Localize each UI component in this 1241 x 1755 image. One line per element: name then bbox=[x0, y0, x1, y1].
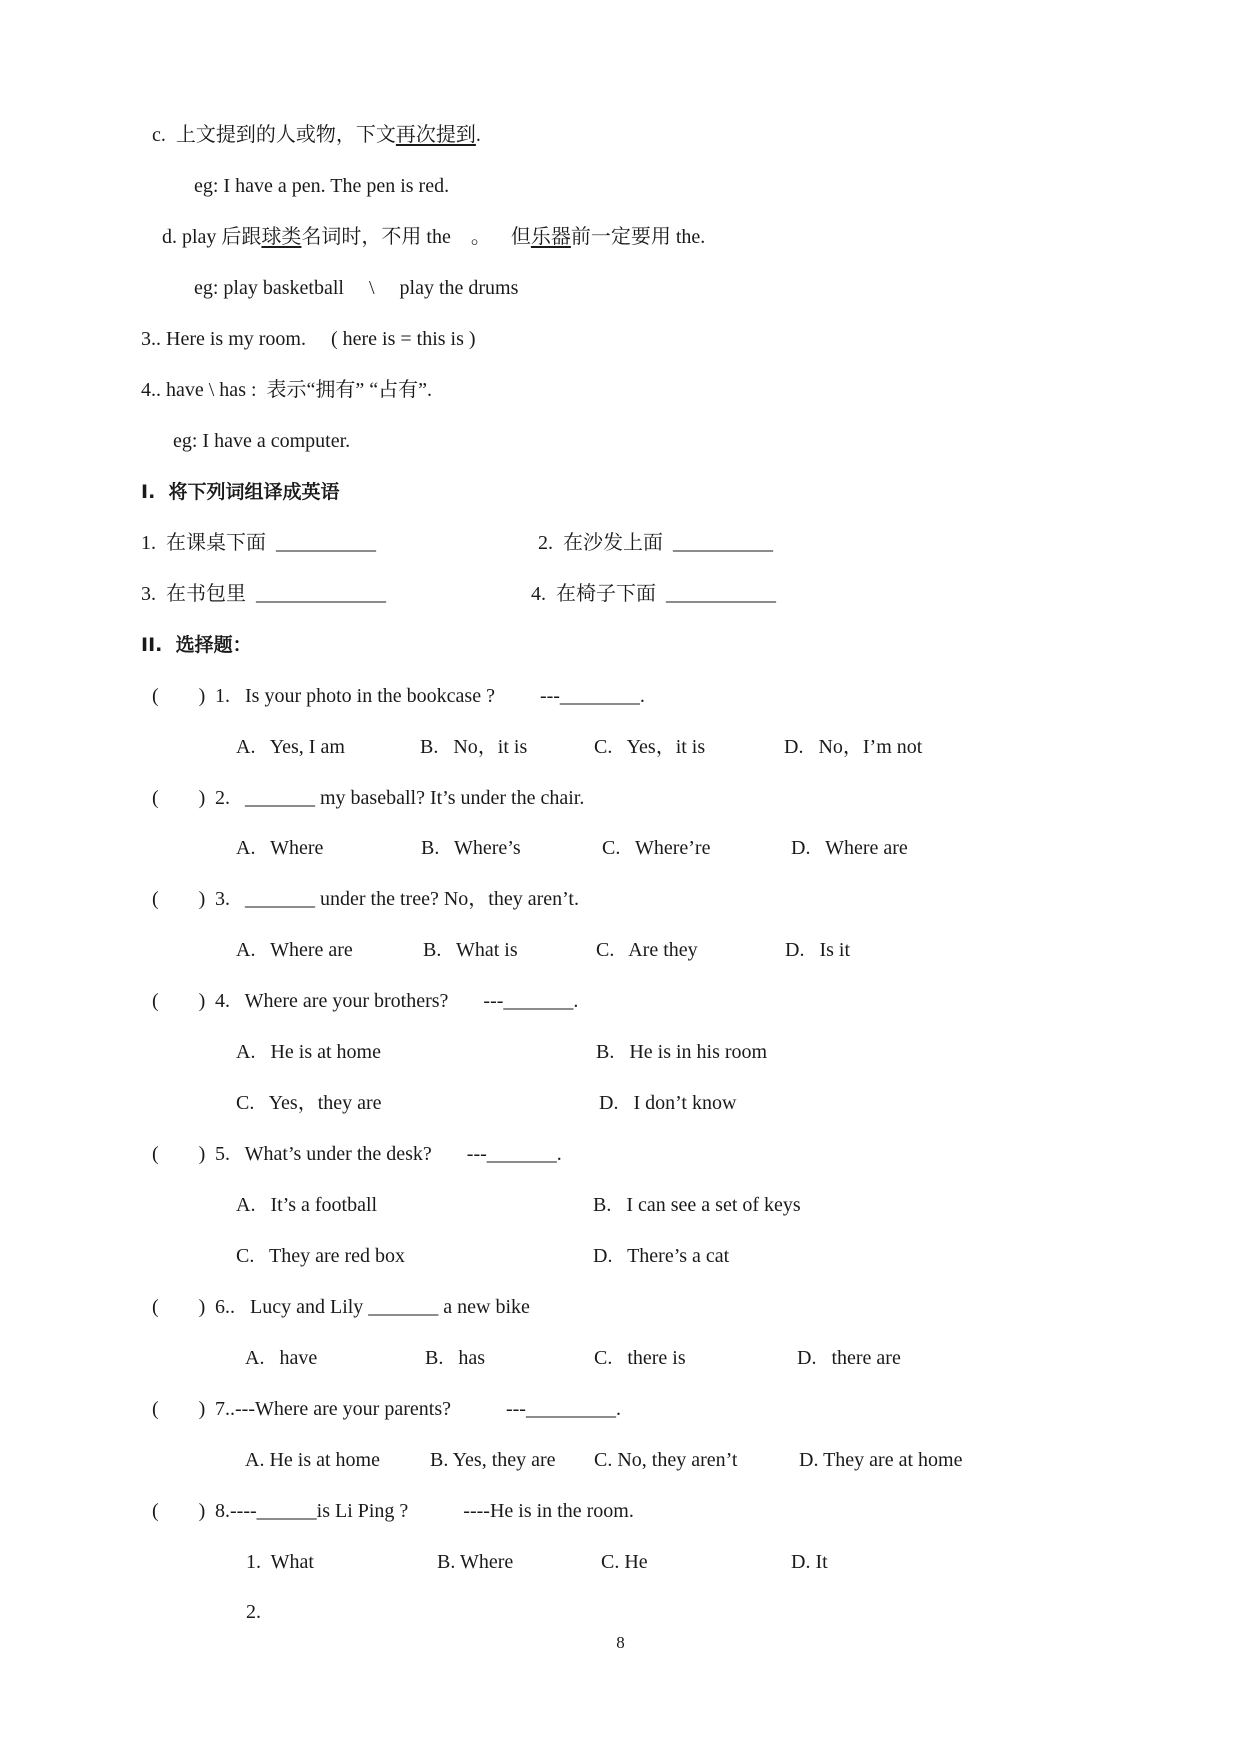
q8-option-b: B. Where bbox=[437, 1551, 514, 1573]
question-5: 5. What’s under the desk? ---_______. bbox=[215, 1143, 562, 1165]
q7-option-d: D. They are at home bbox=[799, 1449, 963, 1471]
note-d bbox=[162, 223, 705, 251]
q1-option-c: C. Yes，it is bbox=[594, 736, 706, 758]
q2-option-d: D. Where are bbox=[791, 837, 908, 859]
note-c-underlined: 再次提到 bbox=[395, 124, 476, 146]
q1-option-d: D. No，I’m not bbox=[784, 736, 923, 758]
q3-option-b: B. What is bbox=[423, 939, 518, 961]
q8-option-a: 1. What bbox=[246, 1551, 314, 1573]
translate-item-2: 2. 在沙发上面 __________ bbox=[538, 532, 773, 554]
note-3: 3.. Here is my room. ( here is = this is ) bbox=[141, 328, 476, 350]
q2-option-a: A. Where bbox=[236, 837, 324, 859]
question-4: 4. Where are your brothers? ---_______. bbox=[215, 990, 579, 1012]
q7-option-a: A. He is at home bbox=[245, 1449, 380, 1471]
answer-paren: ( ) bbox=[152, 990, 206, 1012]
note-4-example: eg: I have a computer. bbox=[173, 430, 351, 452]
answer-paren: ( ) bbox=[152, 787, 206, 809]
q4-option-d: D. I don’t know bbox=[599, 1092, 737, 1114]
note-d-example: eg: play basketball \ play the drums bbox=[194, 277, 519, 299]
q2-option-c: C. Where’re bbox=[602, 837, 711, 859]
answer-paren: ( ) bbox=[152, 1398, 206, 1420]
q5-option-c: C. They are red box bbox=[236, 1245, 406, 1267]
question-7: 7..---Where are your parents? ---_________. bbox=[215, 1398, 621, 1420]
note-c-prefix: c. 上文提到的人或物，下文 bbox=[152, 124, 396, 146]
note-4: 4.. have \ has : 表示“拥有” “占有”. bbox=[141, 379, 433, 401]
q3-option-c: C. Are they bbox=[596, 939, 698, 961]
answer-paren: ( ) bbox=[152, 888, 206, 910]
answer-paren: ( ) bbox=[152, 685, 206, 707]
q5-option-b: B. I can see a set of keys bbox=[593, 1194, 801, 1216]
translate-item-3: 3. 在书包里 _____________ bbox=[141, 583, 386, 605]
answer-paren: ( ) bbox=[152, 1296, 206, 1318]
q6-option-d: D. there are bbox=[797, 1347, 901, 1369]
page-number: 8 bbox=[616, 1633, 625, 1652]
note-d-underlined2: 乐器 bbox=[530, 226, 571, 248]
note-c-suffix: . bbox=[475, 124, 481, 146]
q5-option-d: D. There’s a cat bbox=[593, 1245, 730, 1267]
q1-option-b: B. No，it is bbox=[420, 736, 528, 758]
question-2: 2. _______ my baseball? It’s under the chair. bbox=[215, 787, 585, 809]
q4-option-c: C. Yes，they are bbox=[236, 1092, 382, 1114]
answer-paren: ( ) bbox=[152, 1143, 206, 1165]
q4-option-a: A. He is at home bbox=[236, 1041, 381, 1063]
translate-item-4: 4. 在椅子下面 ___________ bbox=[531, 583, 776, 605]
note-c bbox=[152, 121, 481, 149]
note-d-part3: 前一定要用 the. bbox=[570, 226, 706, 248]
note-d-underlined1: 球类 bbox=[261, 226, 302, 248]
q4-option-b: B. He is in his room bbox=[596, 1041, 768, 1063]
section2-title: II. 选择题： bbox=[141, 634, 252, 656]
q8-option-d: D. It bbox=[791, 1551, 828, 1573]
q7-option-c: C. No, they aren’t bbox=[594, 1449, 738, 1471]
question-8: 8.----______is Li Ping ? ----He is in the room. bbox=[215, 1500, 634, 1522]
question-1: 1. Is your photo in the bookcase ? ---________. bbox=[215, 685, 645, 707]
note-d-part2: 名词时，不用 the 。 但 bbox=[301, 226, 531, 248]
note-c-example: eg: I have a pen. The pen is red. bbox=[194, 175, 450, 197]
q8-option-c: C. He bbox=[601, 1551, 648, 1573]
section1-title: I. 将下列词组译成英语 bbox=[141, 481, 340, 503]
question-6: 6.. Lucy and Lily _______ a new bike bbox=[215, 1296, 530, 1318]
q5-option-a: A. It’s a football bbox=[236, 1194, 378, 1216]
note-d-part1: d. play 后跟 bbox=[162, 226, 262, 248]
q7-option-b: B. Yes, they are bbox=[430, 1449, 556, 1471]
question-3: 3. _______ under the tree? No，they aren’t. bbox=[215, 888, 579, 910]
q3-option-d: D. Is it bbox=[785, 939, 850, 961]
q6-option-c: C. there is bbox=[594, 1347, 686, 1369]
translate-item-1: 1. 在课桌下面 __________ bbox=[141, 532, 376, 554]
q6-option-a: A. have bbox=[245, 1347, 318, 1369]
trailing-list-number: 2. bbox=[246, 1601, 261, 1623]
answer-paren: ( ) bbox=[152, 1500, 206, 1522]
q2-option-b: B. Where’s bbox=[421, 837, 521, 859]
q3-option-a: A. Where are bbox=[236, 939, 353, 961]
q6-option-b: B. has bbox=[425, 1347, 485, 1369]
q1-option-a: A. Yes, I am bbox=[236, 736, 345, 758]
